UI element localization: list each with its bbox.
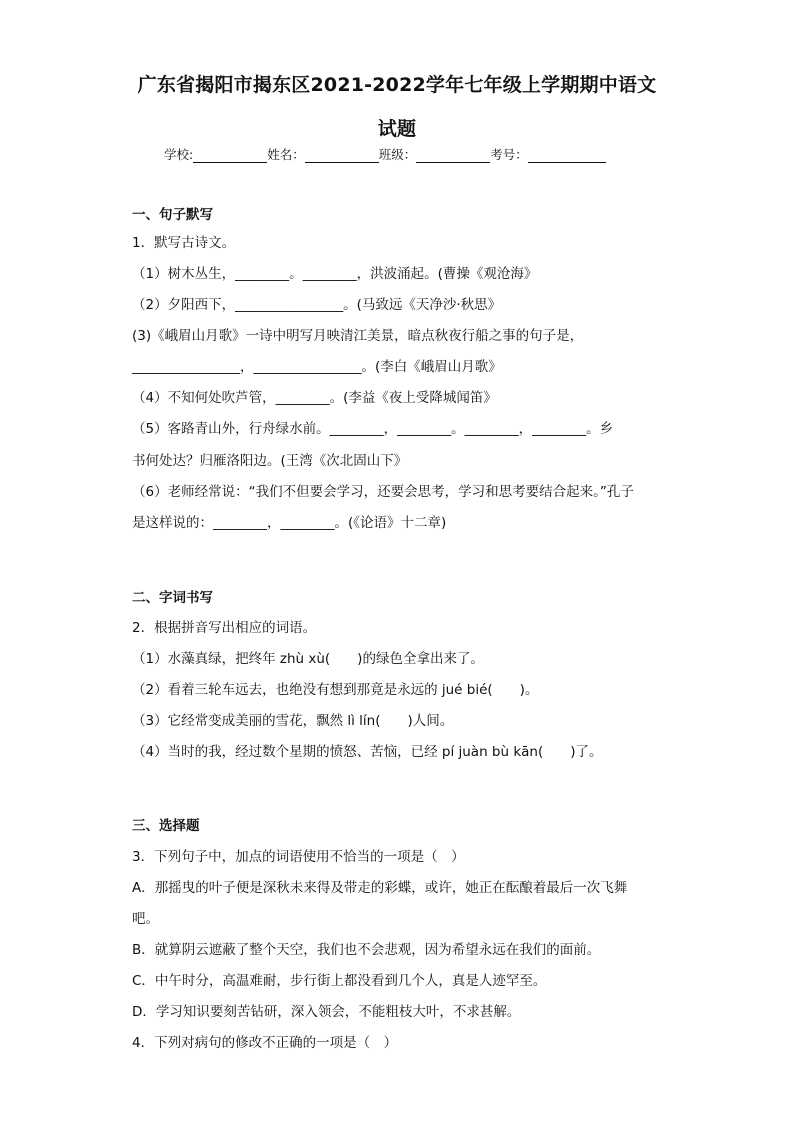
school-label: 学校: [164, 147, 194, 162]
question-item: （3）它经常变成美丽的雪花，飘然 lì lín( )人间。 [132, 713, 454, 729]
question-item: （2）看着三轮车远去，也绝没有想到那竟是永远的 jué bié( )。 [132, 682, 539, 698]
page-title-continued: 试题 [377, 118, 417, 140]
class-label: 班级： [378, 147, 417, 162]
section-heading: 三、选择题 [132, 818, 200, 834]
class-blank[interactable] [416, 148, 490, 163]
question-item-continued: 是这样说的：________，________。(《论语》十二章) [132, 515, 447, 531]
question-item-continued: ________________，________________。(李白《峨眉山月歌》 [132, 359, 502, 375]
name-blank[interactable] [305, 148, 379, 163]
question-item: （1）树木丛生，________。________，洪波涌起。(曹操《观沧海》 [132, 266, 538, 282]
option-a-continued: 吧。 [132, 911, 159, 927]
exam-no-blank[interactable] [528, 148, 606, 163]
question-item: （5）客路青山外，行舟绿水前。________，________。________，________。乡 [132, 421, 614, 437]
page-title: 广东省揭阳市揭东区2021-2022学年七年级上学期期中语文 [137, 74, 657, 96]
question-item: (3)《峨眉山月歌》一诗中明写月映清江美景，暗点秋夜行船之事的句子是， [132, 328, 584, 344]
option-d: D．学习知识要刻苦钻研，深入领会，不能粗枝大叶，不求甚解。 [132, 1004, 521, 1020]
option-c: C．中午时分，高温难耐，步行街上都没看到几个人，真是人迹罕至。 [132, 973, 547, 989]
question-item: （2）夕阳西下，________________。(马致远《天净沙·秋思》 [132, 297, 502, 313]
name-label: 姓名： [267, 147, 305, 162]
question-stem: 2．根据拼音写出相应的词语。 [132, 620, 317, 636]
question-item: （4）不知何处吹芦管，________。(李益《夜上受降城闻笛》 [132, 390, 497, 406]
question-stem: 3．下列句子中，加点的词语使用不恰当的一项是（ ） [132, 849, 465, 865]
student-info-row [164, 145, 606, 163]
school-blank[interactable] [193, 148, 267, 163]
section-heading: 二、字词书写 [132, 590, 213, 606]
question-stem: 4．下列对病句的修改不正确的一项是（ ） [132, 1035, 398, 1051]
question-item-continued: 书何处达？归雁洛阳边。(王湾《次北固山下》 [132, 453, 408, 469]
section-heading: 一、句子默写 [132, 207, 213, 223]
option-a: A．那摇曳的叶子便是深秋未来得及带走的彩蝶，或许，她正在酝酿着最后一次飞舞 [132, 880, 628, 896]
question-item: （6）老师经常说：“我们不但要会学习，还要会思考，学习和思考要结合起来。”孔子 [132, 484, 634, 500]
exam-no-label: 考号： [490, 147, 528, 162]
question-item: （1）水藻真绿，把终年 zhù xù( )的绿色全拿出来了。 [132, 651, 484, 667]
question-item: （4）当时的我，经过数个星期的愤怒、苦恼，已经 pí juàn bù kān( )了。 [132, 744, 603, 760]
question-stem: 1．默写古诗文。 [132, 235, 236, 251]
option-b: B．就算阴云遮蔽了整个天空，我们也不会悲观，因为希望永远在我们的面前。 [132, 942, 601, 958]
